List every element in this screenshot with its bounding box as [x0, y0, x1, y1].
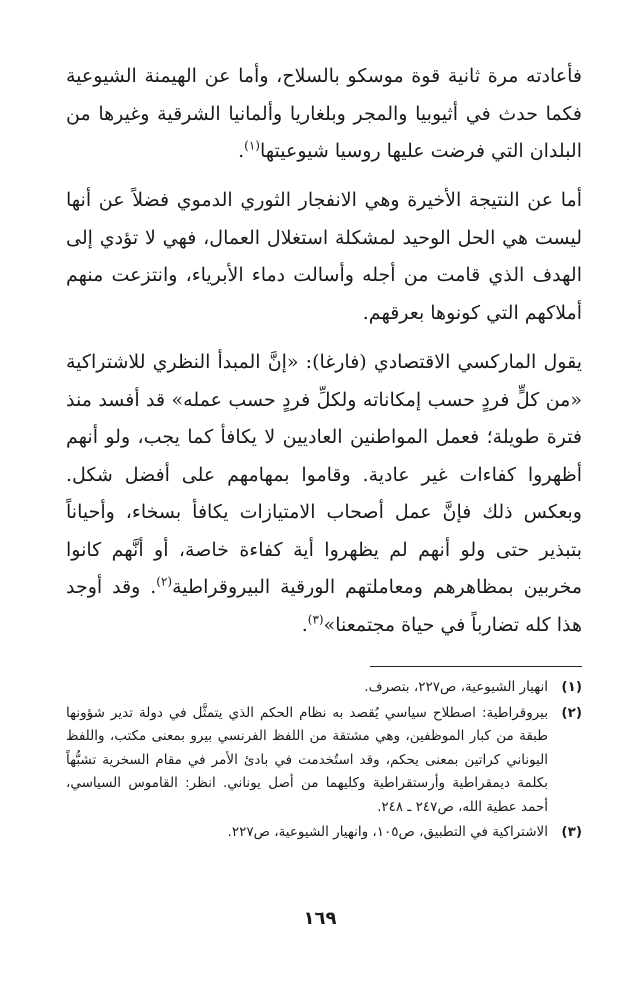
paragraph-3-tail: .	[301, 613, 308, 636]
footnotes	[66, 676, 582, 847]
paragraph-1	[66, 58, 582, 171]
paragraph-3-mid: . وقد أوجد هذا كله تضارباً في حياة مجتمعنا»	[66, 576, 582, 636]
footnote-3-text: الاشتراكية في التطبيق، ص١٠٥، وانهيار الشيوعية، ص٢٢٧.	[227, 824, 548, 840]
footnote-separator	[370, 666, 582, 667]
footnote-3	[66, 821, 582, 845]
footnote-1-text: انهيار الشيوعية، ص٢٢٧، بتصرف.	[364, 679, 548, 695]
paragraph-3-text: يقول الماركسي الاقتصادي (فارغا): «إنَّ المبدأ النظري للاشتراكية «من كلٍّ فردٍ حسب إمكاناته ولكلِّ فردٍ حسب عمله» قد أفسد منذ فترة طويلة؛ فعمل المواطنين العاديين لا يكافأ كما يجب، ولو أنهم أظهروا كفاءات غير عادية. وقاموا بمهامهم على أفضل شكل. وبعكس ذلك فإنَّ عمل أصحاب الامتيازات يكافأ بسخاء، وأحياناً بتبذير حتى ولو أنهم لم يظهروا أية كفاءة خاصة، أو أنَّهم كانوا مخربين بمظاهرهم ومعاملتهم الورقية البيروقراطية	[66, 351, 582, 598]
paragraph-1-text: فأعادته مرة ثانية قوة موسكو بالسلاح، وأما عن الهيمنة الشيوعية فكما حدث في أثيوبيا والمجر وبلغاريا وألمانيا الشرقية وغيرها من البلدان التي فرضت عليها روسيا شيوعيتها	[66, 65, 582, 162]
footnote-2	[66, 702, 582, 820]
paragraph-1-tail: .	[238, 140, 245, 162]
footnote-2-number: (٢)	[561, 704, 582, 721]
page-number: ١٦٩	[303, 908, 337, 929]
paragraph-2-text: أما عن النتيجة الأخيرة وهي الانفجار الثوري الدموي فضلاً عن أنها ليست هي الحل الوحيد لمشكلة استغلال العمال، فهي لا تؤدي إلى الهدف الذي قامت من أجله وأسالت دماء الأبرياء، وانتزعت منهم أملاكهم التي كونوها بعرقهم.	[66, 189, 582, 324]
footnote-1	[66, 676, 582, 700]
footnote-ref-1: (١)	[244, 138, 260, 153]
footnote-2-text: بيروقراطية: اصطلاح سياسي يُقصد به نظام الحكم الذي يتمثَّل في دولة تدير شؤونها طبقة من كبار الموظفين، وهي مشتقة من اللفظ الفرنسي بيرو بمعنى مكتب، واللفظ اليوناني كراتين بمعنى يحكم، وقد استُخدمت في بادئ الأمر في مقام السخرية تشبُّهاً بكلمة ديمقراطية وأرستقراطية وكليهما من أصل يوناني. انظر: القاموس السياسي، أحمد عطية الله، ص٢٤٧ ـ ٢٤٨.	[66, 704, 548, 815]
footnote-3-number: (٣)	[561, 824, 582, 840]
footnote-1-number: (١)	[561, 679, 582, 695]
paragraph-3	[66, 344, 582, 644]
paragraph-2	[66, 182, 582, 332]
footnote-ref-3: (٣)	[307, 612, 324, 627]
footnote-ref-2: (٢)	[156, 574, 173, 589]
